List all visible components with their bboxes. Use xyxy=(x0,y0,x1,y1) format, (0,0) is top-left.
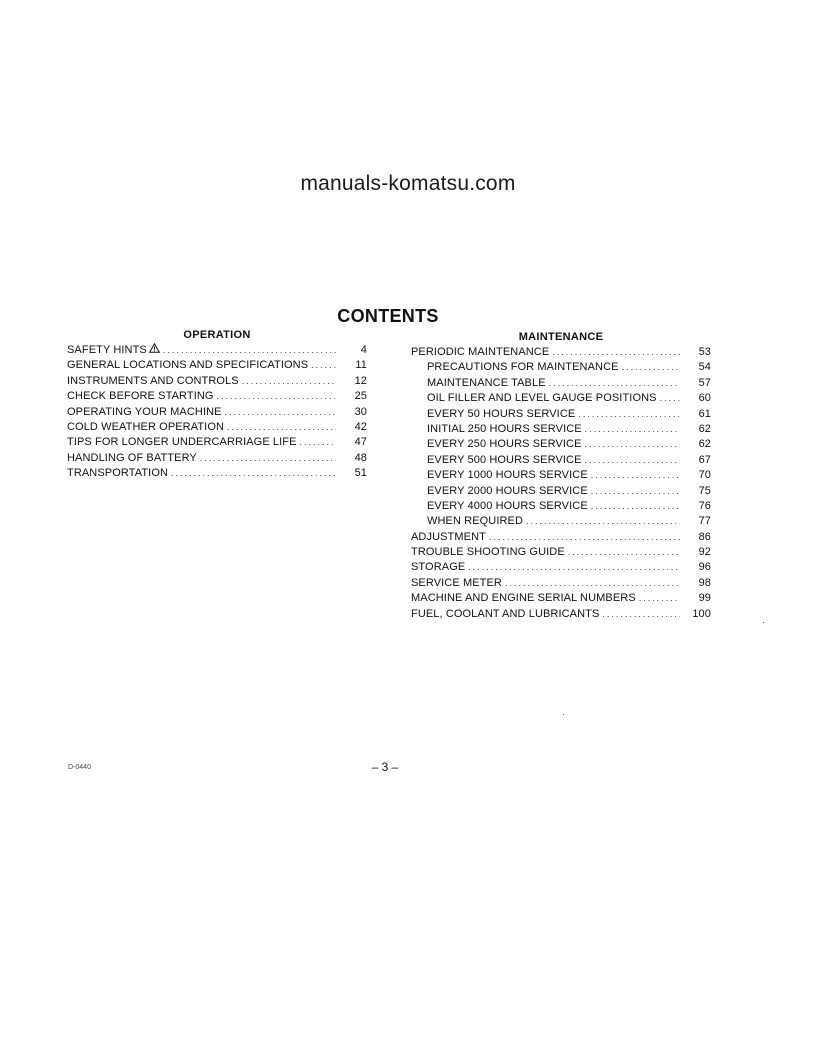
toc-entry-page: 12 xyxy=(354,374,367,387)
leader-dots xyxy=(585,453,680,468)
leader-dots xyxy=(171,466,336,481)
toc-entry-label: STORAGE xyxy=(411,561,466,574)
leader-dots xyxy=(602,607,680,622)
toc-entry-label: INITIAL 250 HOURS SERVICE xyxy=(427,422,582,435)
toc-entry-page: 47 xyxy=(354,436,367,449)
toc-entry-page: 77 xyxy=(698,515,711,528)
leader-dots xyxy=(200,451,336,466)
toc-entry-maintenance-table[interactable] xyxy=(411,376,711,391)
scan-speck xyxy=(563,714,564,715)
leader-dots xyxy=(591,484,680,499)
toc-entry-page: 98 xyxy=(698,576,711,589)
toc-entry-operating-your-machine[interactable] xyxy=(67,405,367,420)
toc-entry-service-meter[interactable] xyxy=(411,576,711,591)
toc-entry-label: WHEN REQUIRED xyxy=(427,515,524,528)
toc-entry-page: 92 xyxy=(698,546,711,559)
toc-entry-label: FUEL, COOLANT AND LUBRICANTS xyxy=(411,607,600,620)
leader-dots xyxy=(585,422,680,437)
toc-entry-label: OPERATING YOUR MACHINE xyxy=(67,405,222,418)
toc-entry-page: 96 xyxy=(698,561,711,574)
toc-entry-page: 57 xyxy=(698,376,711,389)
toc-entry-every-1000-hours[interactable] xyxy=(411,468,711,483)
leader-dots xyxy=(242,374,336,389)
toc-entry-page: 11 xyxy=(355,359,367,372)
toc-entry-every-4000-hours[interactable] xyxy=(411,499,711,514)
watermark-text: manuals-komatsu.com xyxy=(300,172,516,195)
toc-entry-label: PRECAUTIONS FOR MAINTENANCE xyxy=(427,361,619,374)
toc-entry-initial-250-hours[interactable] xyxy=(411,422,711,437)
document-code: D-0440 xyxy=(68,764,91,771)
toc-entry-page: 60 xyxy=(698,392,711,405)
toc-entry-precautions[interactable] xyxy=(411,360,711,375)
toc-entry-page: 25 xyxy=(354,390,367,403)
leader-dots xyxy=(468,560,680,575)
leader-dots xyxy=(505,576,680,591)
operation-heading: OPERATION xyxy=(183,329,251,341)
toc-entry-fuel-coolant-lubricants[interactable] xyxy=(411,607,711,622)
toc-entry-page: 75 xyxy=(698,484,711,497)
toc-entry-page: 53 xyxy=(698,346,711,358)
toc-entry-label: GENERAL LOCATIONS AND SPECIFICATIONS xyxy=(67,359,309,372)
toc-entry-trouble-shooting[interactable] xyxy=(411,545,711,560)
toc-entry-label: TIPS FOR LONGER UNDERCARRIAGE LIFE xyxy=(67,436,297,449)
page-number: – 3 – xyxy=(371,760,399,774)
toc-entry-every-2000-hours[interactable] xyxy=(411,484,711,499)
leader-dots xyxy=(622,360,680,375)
toc-entry-page: 61 xyxy=(698,407,711,420)
leader-dots xyxy=(568,545,680,560)
operation-toc-list xyxy=(67,343,367,482)
toc-entry-label: EVERY 500 HOURS SERVICE xyxy=(427,453,582,466)
toc-entry-page: 99 xyxy=(698,592,711,605)
toc-entry-when-required[interactable] xyxy=(411,514,711,529)
toc-entry-label: EVERY 2000 HOURS SERVICE xyxy=(427,484,588,497)
page-title: CONTENTS xyxy=(337,306,439,326)
toc-entry-label: EVERY 250 HOURS SERVICE xyxy=(427,438,582,451)
leader-dots xyxy=(163,343,336,358)
leader-dots xyxy=(591,499,680,514)
toc-entry-oil-filler[interactable] xyxy=(411,391,711,406)
toc-entry-label: SERVICE METER xyxy=(411,576,502,589)
maintenance-heading: MAINTENANCE xyxy=(518,331,604,343)
toc-entry-label: TROUBLE SHOOTING GUIDE xyxy=(411,546,565,559)
leader-dots xyxy=(526,514,680,529)
toc-entry-label: EVERY 1000 HOURS SERVICE xyxy=(427,469,588,482)
toc-entry-label: EVERY 50 HOURS SERVICE xyxy=(427,407,576,420)
toc-entry-page: 62 xyxy=(698,438,711,451)
toc-entry-adjustment[interactable] xyxy=(411,530,711,545)
leader-dots xyxy=(578,407,680,422)
leader-dots xyxy=(660,391,680,406)
toc-entry-storage[interactable] xyxy=(411,560,711,575)
leader-dots xyxy=(225,405,336,420)
warning-triangle-icon xyxy=(149,343,160,358)
leader-dots xyxy=(591,468,680,483)
toc-entry-general-locations[interactable] xyxy=(67,358,367,373)
toc-entry-label: OIL FILLER AND LEVEL GAUGE POSITIONS xyxy=(427,392,657,405)
toc-entry-page: 54 xyxy=(698,361,711,374)
toc-entry-page: 62 xyxy=(698,422,711,435)
toc-entry-page: 86 xyxy=(698,530,711,543)
leader-dots xyxy=(300,435,336,450)
toc-entry-label: ADJUSTMENT xyxy=(411,530,486,543)
leader-dots xyxy=(585,437,680,452)
toc-entry-label: HANDLING OF BATTERY xyxy=(67,451,197,464)
toc-entry-instruments-controls[interactable] xyxy=(67,374,367,389)
toc-entry-page: 67 xyxy=(698,453,711,466)
toc-entry-every-50-hours[interactable] xyxy=(411,407,711,422)
toc-entry-page: 76 xyxy=(698,499,711,512)
toc-entry-label: SAFETY HINTS xyxy=(67,344,147,356)
toc-entry-every-500-hours[interactable] xyxy=(411,453,711,468)
toc-entry-page: 100 xyxy=(692,607,711,620)
toc-entry-undercarriage-tips[interactable] xyxy=(67,435,367,450)
scan-speck xyxy=(763,622,764,623)
toc-entry-page: 48 xyxy=(354,451,367,464)
toc-entry-label: MACHINE AND ENGINE SERIAL NUMBERS xyxy=(411,592,636,605)
maintenance-column xyxy=(411,330,711,622)
toc-entry-label: MAINTENANCE TABLE xyxy=(427,376,546,389)
toc-entry-handling-battery[interactable] xyxy=(67,451,367,466)
toc-entry-every-250-hours[interactable] xyxy=(411,437,711,452)
toc-entry-label: TRANSPORTATION xyxy=(67,467,169,480)
toc-entry-cold-weather[interactable] xyxy=(67,420,367,435)
toc-entry-page: 30 xyxy=(354,405,367,418)
toc-entry-page: 51 xyxy=(354,467,367,480)
toc-entry-periodic-maintenance[interactable] xyxy=(411,345,711,360)
toc-entry-safety-hints[interactable] xyxy=(67,343,367,358)
toc-entry-transportation[interactable] xyxy=(67,466,367,481)
leader-dots xyxy=(549,376,680,391)
toc-entry-label: COLD WEATHER OPERATION xyxy=(67,420,225,433)
leader-dots xyxy=(311,358,336,373)
toc-entry-label: INSTRUMENTS AND CONTROLS xyxy=(67,374,239,387)
toc-entry-page: 4 xyxy=(360,344,367,356)
toc-entry-check-before-starting[interactable] xyxy=(67,389,367,404)
leader-dots xyxy=(639,591,680,606)
toc-entry-page: 42 xyxy=(354,420,367,433)
toc-entry-page: 70 xyxy=(698,469,711,482)
toc-entry-label: CHECK BEFORE STARTING xyxy=(67,390,214,403)
leader-dots xyxy=(489,530,680,545)
toc-entry-serial-numbers[interactable] xyxy=(411,591,711,606)
leader-dots xyxy=(227,420,336,435)
toc-entry-label: EVERY 4000 HOURS SERVICE xyxy=(427,499,588,512)
leader-dots xyxy=(217,389,336,404)
toc-entry-label: PERIODIC MAINTENANCE xyxy=(411,346,550,358)
leader-dots xyxy=(552,345,680,360)
operation-column xyxy=(67,328,367,482)
maintenance-toc-list xyxy=(411,345,711,622)
